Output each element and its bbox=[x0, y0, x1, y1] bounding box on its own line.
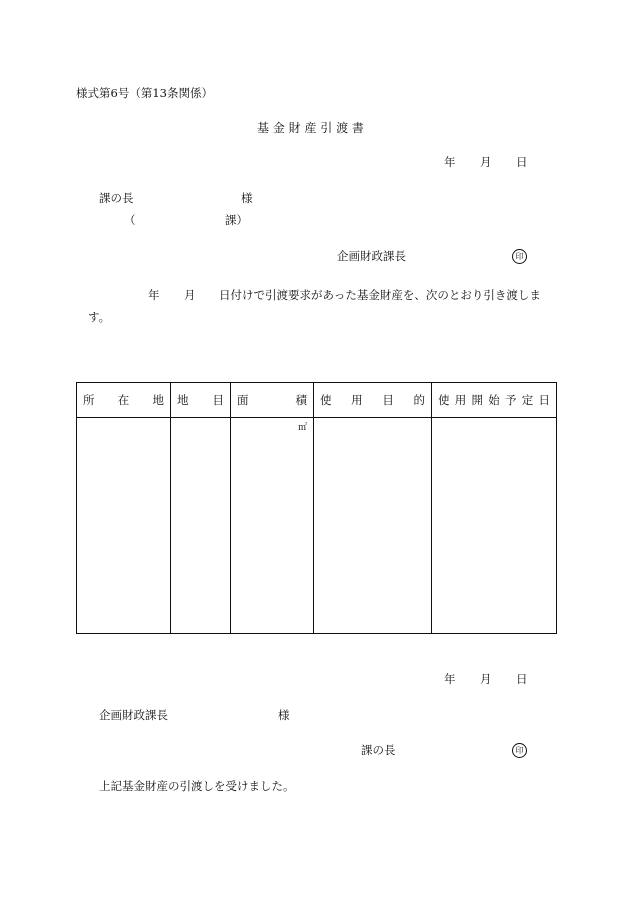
column-header-char: 開 bbox=[471, 393, 483, 407]
seal-mark: 印 bbox=[512, 743, 527, 758]
column-header-area bbox=[231, 383, 314, 418]
recipient-paren-close: 課） bbox=[225, 213, 248, 227]
date-day-label: 日 bbox=[516, 155, 528, 169]
receipt-month-label: 月 bbox=[480, 672, 492, 686]
cell-purpose bbox=[314, 418, 432, 634]
area-unit: ㎡ bbox=[297, 423, 307, 433]
date-year-label: 年 bbox=[444, 155, 456, 169]
column-header-char: 用 bbox=[454, 393, 467, 407]
column-header-char: 始 bbox=[488, 393, 500, 407]
recipient-label: 課の長 bbox=[99, 191, 134, 205]
receipt-from-label: 課の長 bbox=[361, 743, 396, 757]
column-header-land-category bbox=[171, 383, 231, 418]
column-header-char: 所 bbox=[83, 393, 95, 407]
column-header-char: 地 bbox=[177, 393, 189, 407]
cell-start-date bbox=[432, 418, 557, 634]
column-header-char: 使 bbox=[320, 393, 332, 407]
column-header-char: 日 bbox=[538, 393, 550, 407]
column-header-start-date bbox=[432, 383, 557, 418]
cell-land-category bbox=[171, 418, 231, 634]
recipient-paren-open: （ bbox=[124, 213, 136, 227]
column-header-char: 予 bbox=[505, 393, 517, 407]
column-header-char: 目 bbox=[382, 393, 394, 407]
receipt-year-label: 年 bbox=[444, 672, 456, 686]
body-year-label: 年 bbox=[148, 288, 160, 302]
property-table bbox=[76, 382, 557, 634]
sender-label: 企画財政課長 bbox=[337, 249, 406, 263]
table-header-row bbox=[77, 383, 557, 418]
receipt-to-label: 企画財政課長 bbox=[99, 708, 168, 722]
column-header-char: 面 bbox=[237, 393, 249, 407]
column-header-char: 使 bbox=[438, 393, 450, 407]
body-text-line1: 日付けで引渡要求があった基金財産を、次のとおり引き渡しま bbox=[219, 288, 541, 302]
body-text-line2: す。 bbox=[88, 310, 111, 324]
column-header-char: 在 bbox=[117, 393, 130, 407]
date-month-label: 月 bbox=[480, 155, 492, 169]
body-month-label: 月 bbox=[184, 288, 196, 302]
table-row bbox=[77, 418, 557, 634]
column-header-char: 用 bbox=[351, 393, 363, 407]
column-header-location bbox=[77, 383, 171, 418]
cell-area bbox=[231, 418, 314, 634]
receipt-to-honorific: 様 bbox=[278, 708, 290, 722]
form-number: 様式第6号（第13条関係） bbox=[76, 86, 213, 100]
cell-location bbox=[77, 418, 171, 634]
recipient-honorific: 様 bbox=[241, 191, 253, 205]
column-header-char: 定 bbox=[521, 393, 534, 407]
column-header-char: 積 bbox=[295, 393, 307, 407]
column-header-char: 地 bbox=[152, 393, 164, 407]
column-header-char: 目 bbox=[212, 393, 224, 407]
receipt-statement: 上記基金財産の引渡しを受けました。 bbox=[99, 779, 295, 793]
receipt-day-label: 日 bbox=[516, 672, 528, 686]
document-title: 基 金 財 産 引 渡 書 bbox=[257, 121, 364, 135]
column-header-char: 的 bbox=[413, 393, 425, 407]
seal-mark: 印 bbox=[512, 249, 527, 264]
column-header-purpose bbox=[314, 383, 432, 418]
